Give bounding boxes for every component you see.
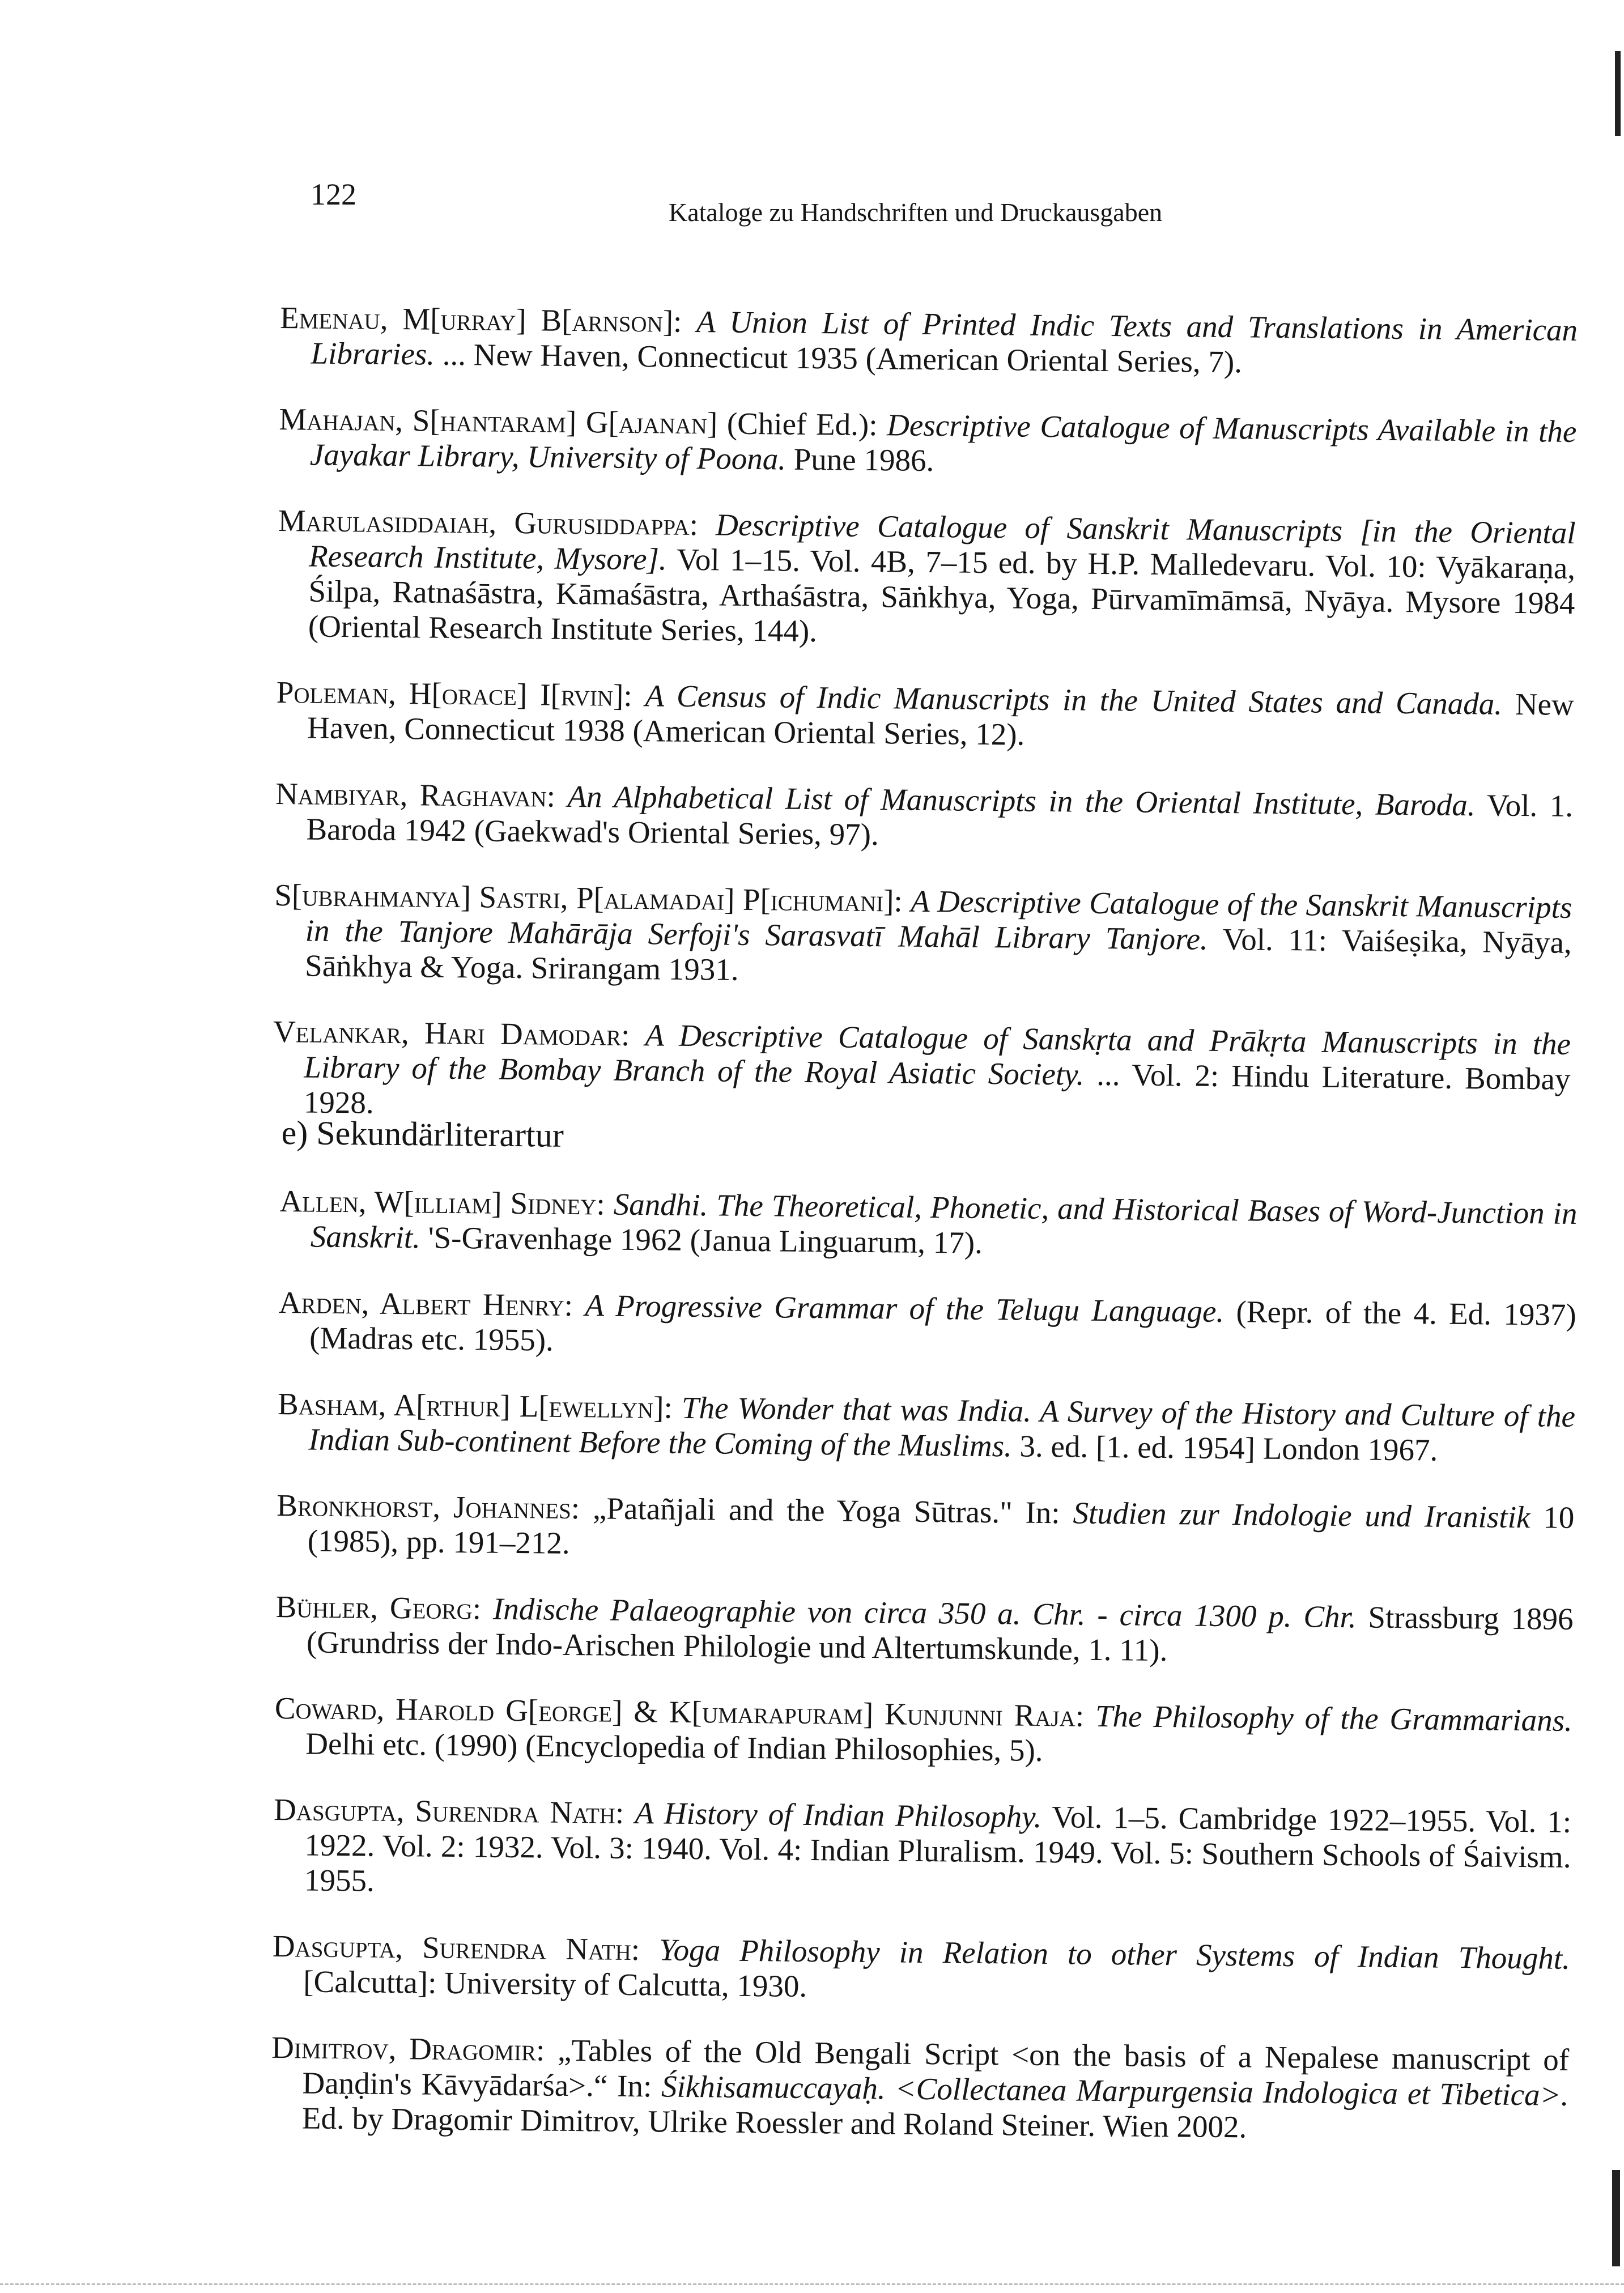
entry-details: 'S-Gravenhage 1962 (Janua Linguarum, 17).	[428, 1220, 983, 1260]
bib-entry	[278, 1285, 1576, 1368]
entry-author: Marulasiddaiah, Gurusiddappa:	[278, 503, 699, 542]
entry-title: A Census of Indic Manuscripts in the United States and Canada.	[645, 678, 1503, 721]
scan-edge-mark-top	[1615, 51, 1621, 136]
section-heading: e) Sekundärliterartur	[281, 1114, 564, 1154]
entry-title: A Descriptive Catalogue of Sanskṛta and Prākṛta Manuscripts in the Library of the Bombay Branch of the Royal Asiatic Society.	[304, 1018, 1571, 1092]
entry-author: Coward, Harold G[eorge] & K[umarapuram] Kunjunni Raja:	[274, 1690, 1085, 1733]
bib-entry	[273, 1792, 1572, 1910]
entry-author: Bronkhorst, Johannes:	[277, 1487, 580, 1526]
entry-details: Vol. 1–5. Cambridge 1922–1955. Vol. 1: 1922. Vol. 2: 1932. Vol. 3: 1940. Vol. 4: Indian Pluralism. 1949. Vol. 5: Southern Schools of Śaivism. 1955.	[304, 1799, 1572, 1898]
entry-title: Studien zur Indologie und Iranistik	[1073, 1495, 1531, 1535]
entry-details: Pune 1986.	[793, 441, 934, 478]
entry-title: Indische Palaeographie von circa 350 a. Chr. - circa 1300 p. Chr.	[492, 1591, 1357, 1635]
entry-title: The Philosophy of the Grammarians.	[1095, 1698, 1573, 1738]
entry-title: Sandhi. The Theoretical, Phonetic, and Historical Bases of Word-Junction in Sanskrit.	[310, 1186, 1578, 1255]
entry-details: Vol 1–15. Vol. 4B, 7–15 ed. by H.P. Malledevaru. Vol. 10: Vyākaraṇa, Śilpa, Ratnaśāstra, Kāmaśāstra, Arthaśāstra, Sāṅkhya, Yoga, Pūrvamīmāmsā, Nyāya. Mysore 1984 (Oriental Research Institute Series, 144).	[308, 542, 1576, 649]
bib-entry	[279, 300, 1578, 383]
page-number: 122	[311, 177, 356, 211]
entry-details: New Haven, Connecticut 1938 (American Oriental Series, 12).	[307, 686, 1575, 752]
entry-details: 3. ed. [1. ed. 1954] London 1967.	[1019, 1428, 1438, 1467]
entry-details: ... New Haven, Connecticut 1935 (American Oriental Series, 7).	[442, 337, 1243, 380]
catalogue-list	[272, 269, 1578, 1140]
entry-title: A Union List of Printed Indic Texts and Translations in American Libraries.	[311, 304, 1578, 372]
running-head: Kataloge zu Handschriften und Druckausgaben	[669, 198, 1163, 227]
bib-entry	[279, 402, 1577, 484]
entry-author: Bühler, Georg:	[275, 1589, 482, 1626]
entry-author: Allen, W[illiam] Sidney:	[279, 1183, 606, 1222]
entry-details: Vol. 1. Baroda 1942 (Gaekwad's Oriental Series, 97).	[306, 788, 1574, 852]
bib-entry	[271, 2030, 1570, 2148]
bib-entry	[275, 1589, 1574, 1672]
entry-author: S[ubrahmanya] Sastri, P[alamadai] P[ichumani]:	[274, 877, 903, 918]
entry-details: Ed. by Dragomir Dimitrov, Ulrike Roessler and Roland Steiner. Wien 2002.	[301, 2100, 1247, 2145]
entry-details: [Calcutta]: University of Calcutta, 1930.	[303, 1964, 807, 2003]
entry-title: An Alphabetical List of Manuscripts in the Oriental Institute, Baroda.	[567, 778, 1476, 823]
bib-entry	[274, 1691, 1572, 1773]
entry-author: Arden, Albert Henry:	[278, 1284, 573, 1322]
scan-edge-mark-bottom	[1612, 2170, 1620, 2266]
entry-author: Basham, A[rthur] L[ewellyn]:	[277, 1386, 673, 1425]
bib-entry	[274, 878, 1572, 996]
entry-details: Vol. 11: Vaiśeṣika, Nyāya, Sāṅkhya & Yoga. Srirangam 1931.	[304, 922, 1572, 987]
bib-entry	[272, 1929, 1570, 2011]
entry-author: Dasgupta, Surendra Nath:	[273, 1792, 624, 1830]
bib-entry	[277, 503, 1576, 656]
entry-prefix: (Chief Ed.):	[726, 406, 878, 443]
bib-entry	[276, 675, 1574, 758]
entry-prefix: „Patañjali and the Yoga Sūtras." In:	[592, 1491, 1060, 1530]
entry-title: Descriptive Catalogue of Sanskrit Manuscripts [in the Oriental Research Institute, Mysore].	[308, 507, 1576, 577]
entry-details: 10 (1985), pp. 191–212.	[307, 1500, 1575, 1560]
entry-details: Strassburg 1896 (Grundriss der Indo-Arischen Philologie und Altertumskunde, 1. 11).	[306, 1599, 1574, 1668]
entry-author: Dimitrov, Dragomir:	[271, 2030, 545, 2067]
bib-entry	[276, 1488, 1574, 1571]
bib-entry	[279, 1184, 1578, 1266]
entry-title: A Descriptive Catalogue of the Sanskrit Manuscripts in the Tanjore Mahārāja Serfoji's Sarasvatī Mahāl Library Tanjore.	[305, 883, 1572, 956]
entry-details: Delhi etc. (1990) (Encyclopedia of Indian Philosophies, 5).	[305, 1726, 1043, 1768]
bib-entry	[275, 776, 1573, 859]
entry-author: Emenau, M[urray] B[arnson]:	[279, 300, 682, 339]
entry-author: Dasgupta, Surendra Nath:	[272, 1928, 640, 1967]
entry-details: ... Vol. 2: Hindu Literature. Bombay 1928.	[303, 1057, 1571, 1120]
entry-author: Poleman, H[orace] I[rvin]:	[276, 674, 632, 713]
entry-title: A History of Indian Philosophy.	[634, 1796, 1042, 1834]
entry-title: The Wonder that was India. A Survey of the History and Culture of the Indian Sub-continent Before the Coming of the Muslims.	[308, 1390, 1576, 1464]
entry-title: Yoga Philosophy in Relation to other Systems of Indian Thought.	[658, 1932, 1571, 1976]
secondary-literature	[271, 1113, 1578, 2156]
entry-details: (Repr. of the 4. Ed. 1937) (Madras etc. 1955).	[309, 1294, 1577, 1358]
bib-entry	[277, 1386, 1575, 1469]
bib-entry	[273, 1014, 1571, 1132]
entry-author: Velankar, Hari Damodar:	[273, 1014, 630, 1052]
entry-author: Nambiyar, Raghavan:	[275, 776, 556, 814]
entry-title: A Progressive Grammar of the Telugu Language.	[585, 1288, 1225, 1329]
entry-title: Śikhisamuccayaḥ. <Collectanea Marpurgensia Indologica et Tibetica>.	[661, 2069, 1569, 2112]
entry-title: Descriptive Catalogue of Manuscripts Available in the Jayakar Library, University of Poona.	[309, 407, 1577, 477]
scan-bottom-rule	[0, 2283, 1624, 2285]
entry-prefix: „Tables of the Old Bengali Script <on the basis of a Nepalese manuscript of Daṇḍin's Kāvyādarśa>.“ In:	[302, 2032, 1570, 2104]
entry-author: Mahajan, S[hantaram] G[ajanan]	[279, 401, 718, 441]
